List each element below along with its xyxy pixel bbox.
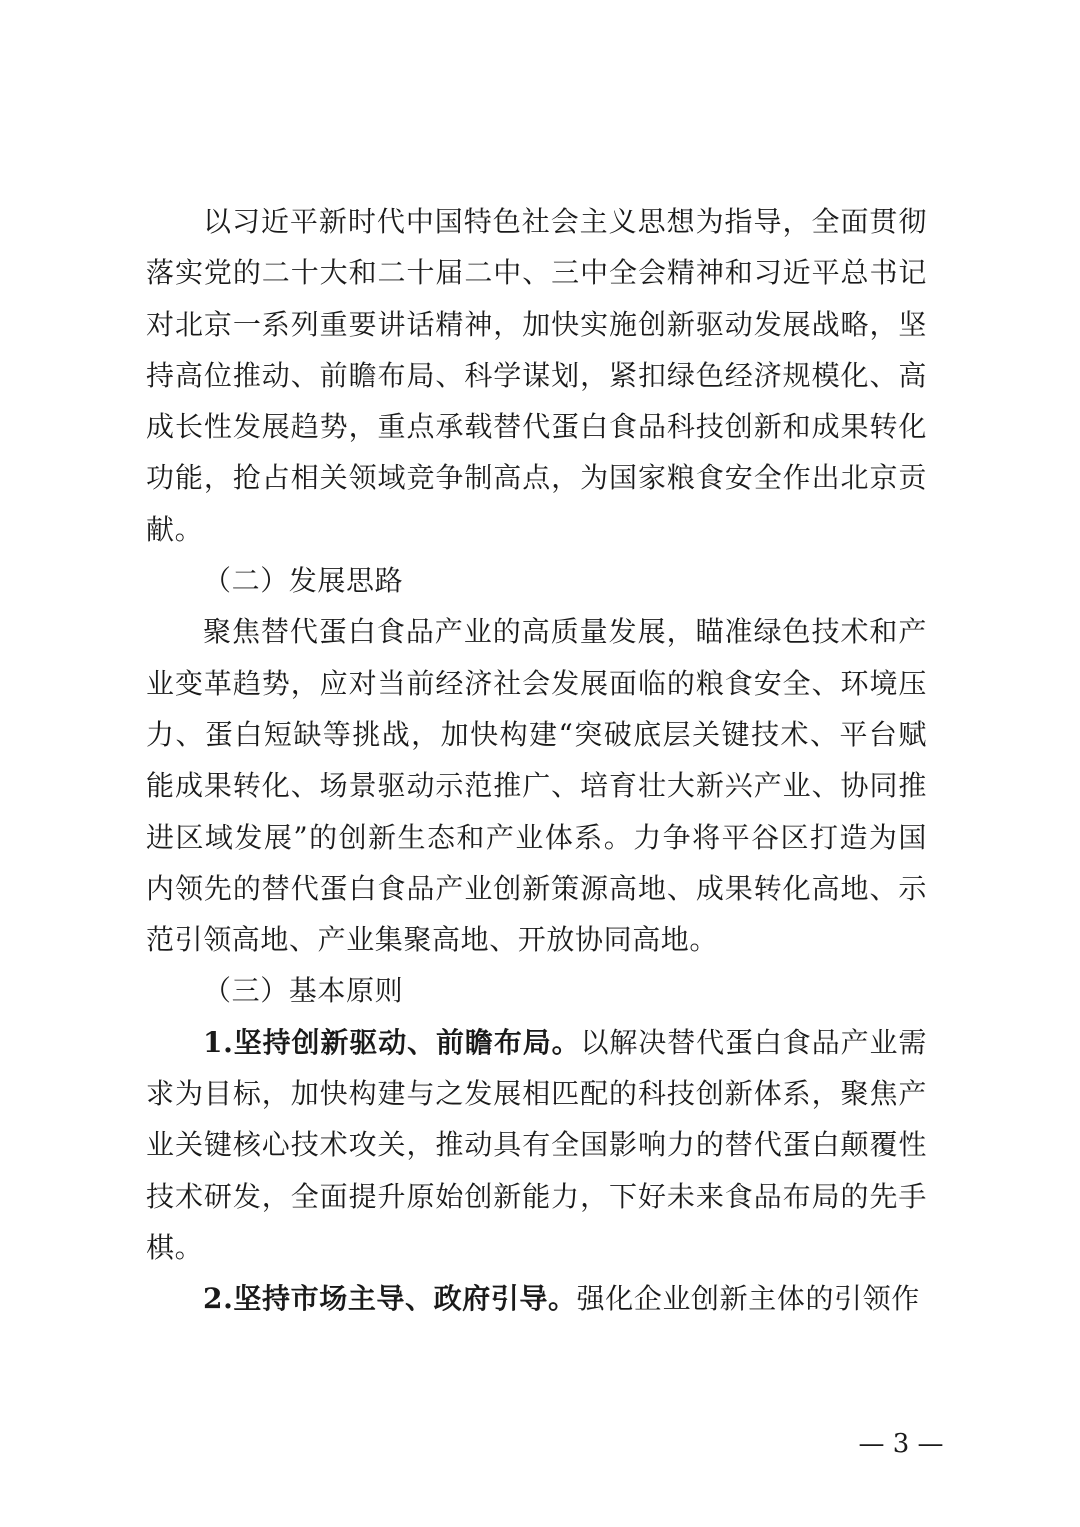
document-body (146, 196, 927, 1325)
principle-2-paragraph (146, 1273, 927, 1324)
principle-1-paragraph (146, 1017, 927, 1273)
section-heading-development-approach: （二）发展思路 (203, 564, 404, 598)
development-approach-paragraph: 聚焦替代蛋白食品产业的高质量发展，瞄准绿色技术和产业变革趋势，应对当前经济社会发展面临的粮食安全、环境压力、蛋白短缺等挑战，加快构建“突破底层关键技术、平台赋能成果转化、场景驱动示范推广、培育壮大新兴产业、协同推进区域发展”的创新生态和产业体系。力争将平谷区打造为国内领先的替代蛋白食品产业创新策源高地、成果转化高地、示范引领高地、产业集聚高地、开放协同高地。 (146, 615, 927, 957)
principle-2-body: 强化企业创新主体的引领作 (576, 1282, 920, 1316)
page-number: — 3 — (858, 1429, 944, 1459)
principle-1-title: 1.坚持创新驱动、前瞻布局。 (203, 1025, 581, 1059)
guiding-ideology-paragraph: 以习近平新时代中国特色社会主义思想为指导，全面贯彻落实党的二十大和二十届二中、三中全会精神和习近平总书记对北京一系列重要讲话精神，加快实施创新驱动发展战略，坚持高位推动、前瞻布局、科学谋划，紧扣绿色经济规模化、高成长性发展趋势，重点承载替代蛋白食品科技创新和成果转化功能，抢占相关领域竞争制高点，为国家粮食安全作出北京贡献。 (146, 205, 927, 546)
principle-1-body: 以解决替代蛋白食品产业需求为目标，加快构建与之发展相匹配的科技创新体系，聚焦产业关键核心技术攻关，推动具有全国影响力的替代蛋白颠覆性技术研发，全面提升原始创新能力，下好未来食品布局的先手棋。 (146, 1025, 927, 1264)
section-heading-basic-principles: （三）基本原则 (203, 974, 404, 1008)
principle-2-title: 2.坚持市场主导、政府引导。 (203, 1282, 577, 1316)
